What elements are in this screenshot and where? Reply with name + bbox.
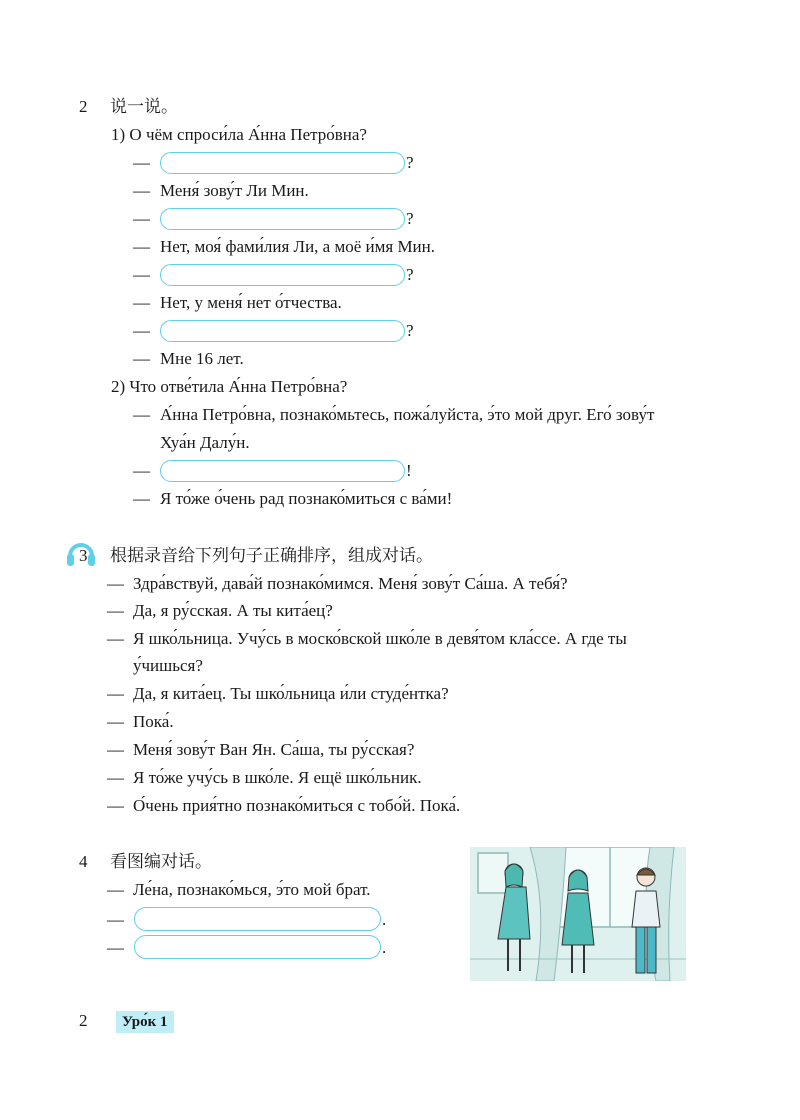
answer-blank-2[interactable]: [160, 208, 405, 230]
dialog-line: Нет, у меня́ нет о́тчества.: [160, 293, 342, 312]
dash: —: [107, 684, 124, 703]
dash: —: [133, 349, 150, 368]
exercise-4-number: 4: [79, 852, 88, 871]
dash: —: [133, 153, 150, 172]
dialog-line: Пока́.: [133, 712, 174, 731]
dialog-line: Да, я ру́сская. А ты кита́ец?: [133, 601, 333, 620]
ex2-question-2: 2) Что отве́тила А́нна Петро́вна?: [111, 377, 348, 396]
exclamation-mark: !: [406, 461, 412, 480]
question-mark: ?: [406, 209, 414, 228]
exercise-3-number: 3: [79, 546, 88, 565]
exercise-4-title: 看图编对话。: [110, 852, 212, 871]
dash: —: [133, 489, 150, 508]
ex2-question-1: 1) О чём спроси́ла А́нна Петро́вна?: [111, 125, 367, 144]
answer-blank-3[interactable]: [160, 264, 405, 286]
answer-blank-7[interactable]: [134, 935, 381, 959]
dialog-line: Я шко́льница. Учу́сь в моско́вской шко́ле в девя́том кла́ссе. А где ты: [133, 629, 627, 648]
dash: —: [107, 574, 124, 593]
dialog-line-continued: Хуа́н Далу́н.: [160, 433, 250, 452]
page-number: 2: [79, 1011, 88, 1030]
illustration-three-kids: [470, 847, 686, 981]
dash: —: [107, 601, 124, 620]
question-mark: ?: [406, 321, 414, 340]
period: .: [382, 910, 387, 929]
dash: —: [107, 740, 124, 759]
dash: —: [107, 938, 124, 957]
dialog-line: Мне 16 лет.: [160, 349, 244, 368]
lesson-badge: Уро́к 1: [116, 1011, 174, 1033]
dash: —: [107, 712, 124, 731]
dash: —: [133, 461, 150, 480]
exercise-2-number: 2: [79, 97, 88, 116]
dialog-line-continued: у́чишься?: [133, 656, 203, 675]
exercise-2-title: 说一说。: [110, 97, 178, 116]
dialog-line: Да, я кита́ец. Ты шко́льница и́ли студе́нтка?: [133, 684, 449, 703]
dialog-line: Меня́ зову́т Ли Мин.: [160, 181, 309, 200]
dash: —: [133, 237, 150, 256]
dash: —: [133, 181, 150, 200]
dialog-line: Меня́ зову́т Ван Ян. Са́ша, ты ру́сская?: [133, 740, 415, 759]
dash: —: [133, 405, 150, 424]
question-mark: ?: [406, 153, 414, 172]
exercise-3-title: 根据录音给下列句子正确排序，组成对话。: [110, 546, 433, 565]
dash: —: [133, 293, 150, 312]
dialog-line: Ле́на, познако́мься, э́то мой брат.: [133, 880, 371, 899]
dialog-line: Я то́же о́чень рад познако́миться с ва́ми!: [160, 489, 453, 508]
dialog-line: О́чень прия́тно познако́миться с тобо́й. Пока́.: [133, 796, 461, 815]
answer-blank-1[interactable]: [160, 152, 405, 174]
answer-blank-5[interactable]: [160, 460, 405, 482]
dash: —: [107, 629, 124, 648]
dash: —: [133, 209, 150, 228]
dash: —: [107, 910, 124, 929]
question-mark: ?: [406, 265, 414, 284]
dash: —: [107, 768, 124, 787]
period: .: [382, 938, 387, 957]
dialog-line: Здра́вствуй, дава́й познако́мимся. Меня́ зову́т Са́ша. А тебя́?: [133, 574, 568, 593]
dialog-line: А́нна Петро́вна, познако́мьтесь, пожа́луйста, э́то мой друг. Его́ зову́т: [160, 405, 655, 424]
dialog-line: Нет, моя́ фами́лия Ли, а моё и́мя Мин.: [160, 237, 436, 256]
answer-blank-4[interactable]: [160, 320, 405, 342]
dash: —: [107, 796, 124, 815]
dash: —: [133, 265, 150, 284]
dash: —: [107, 880, 124, 899]
answer-blank-6[interactable]: [134, 907, 381, 931]
dialog-line: Я то́же учу́сь в шко́ле. Я ещё шко́льник.: [133, 768, 422, 787]
dash: —: [133, 321, 150, 340]
